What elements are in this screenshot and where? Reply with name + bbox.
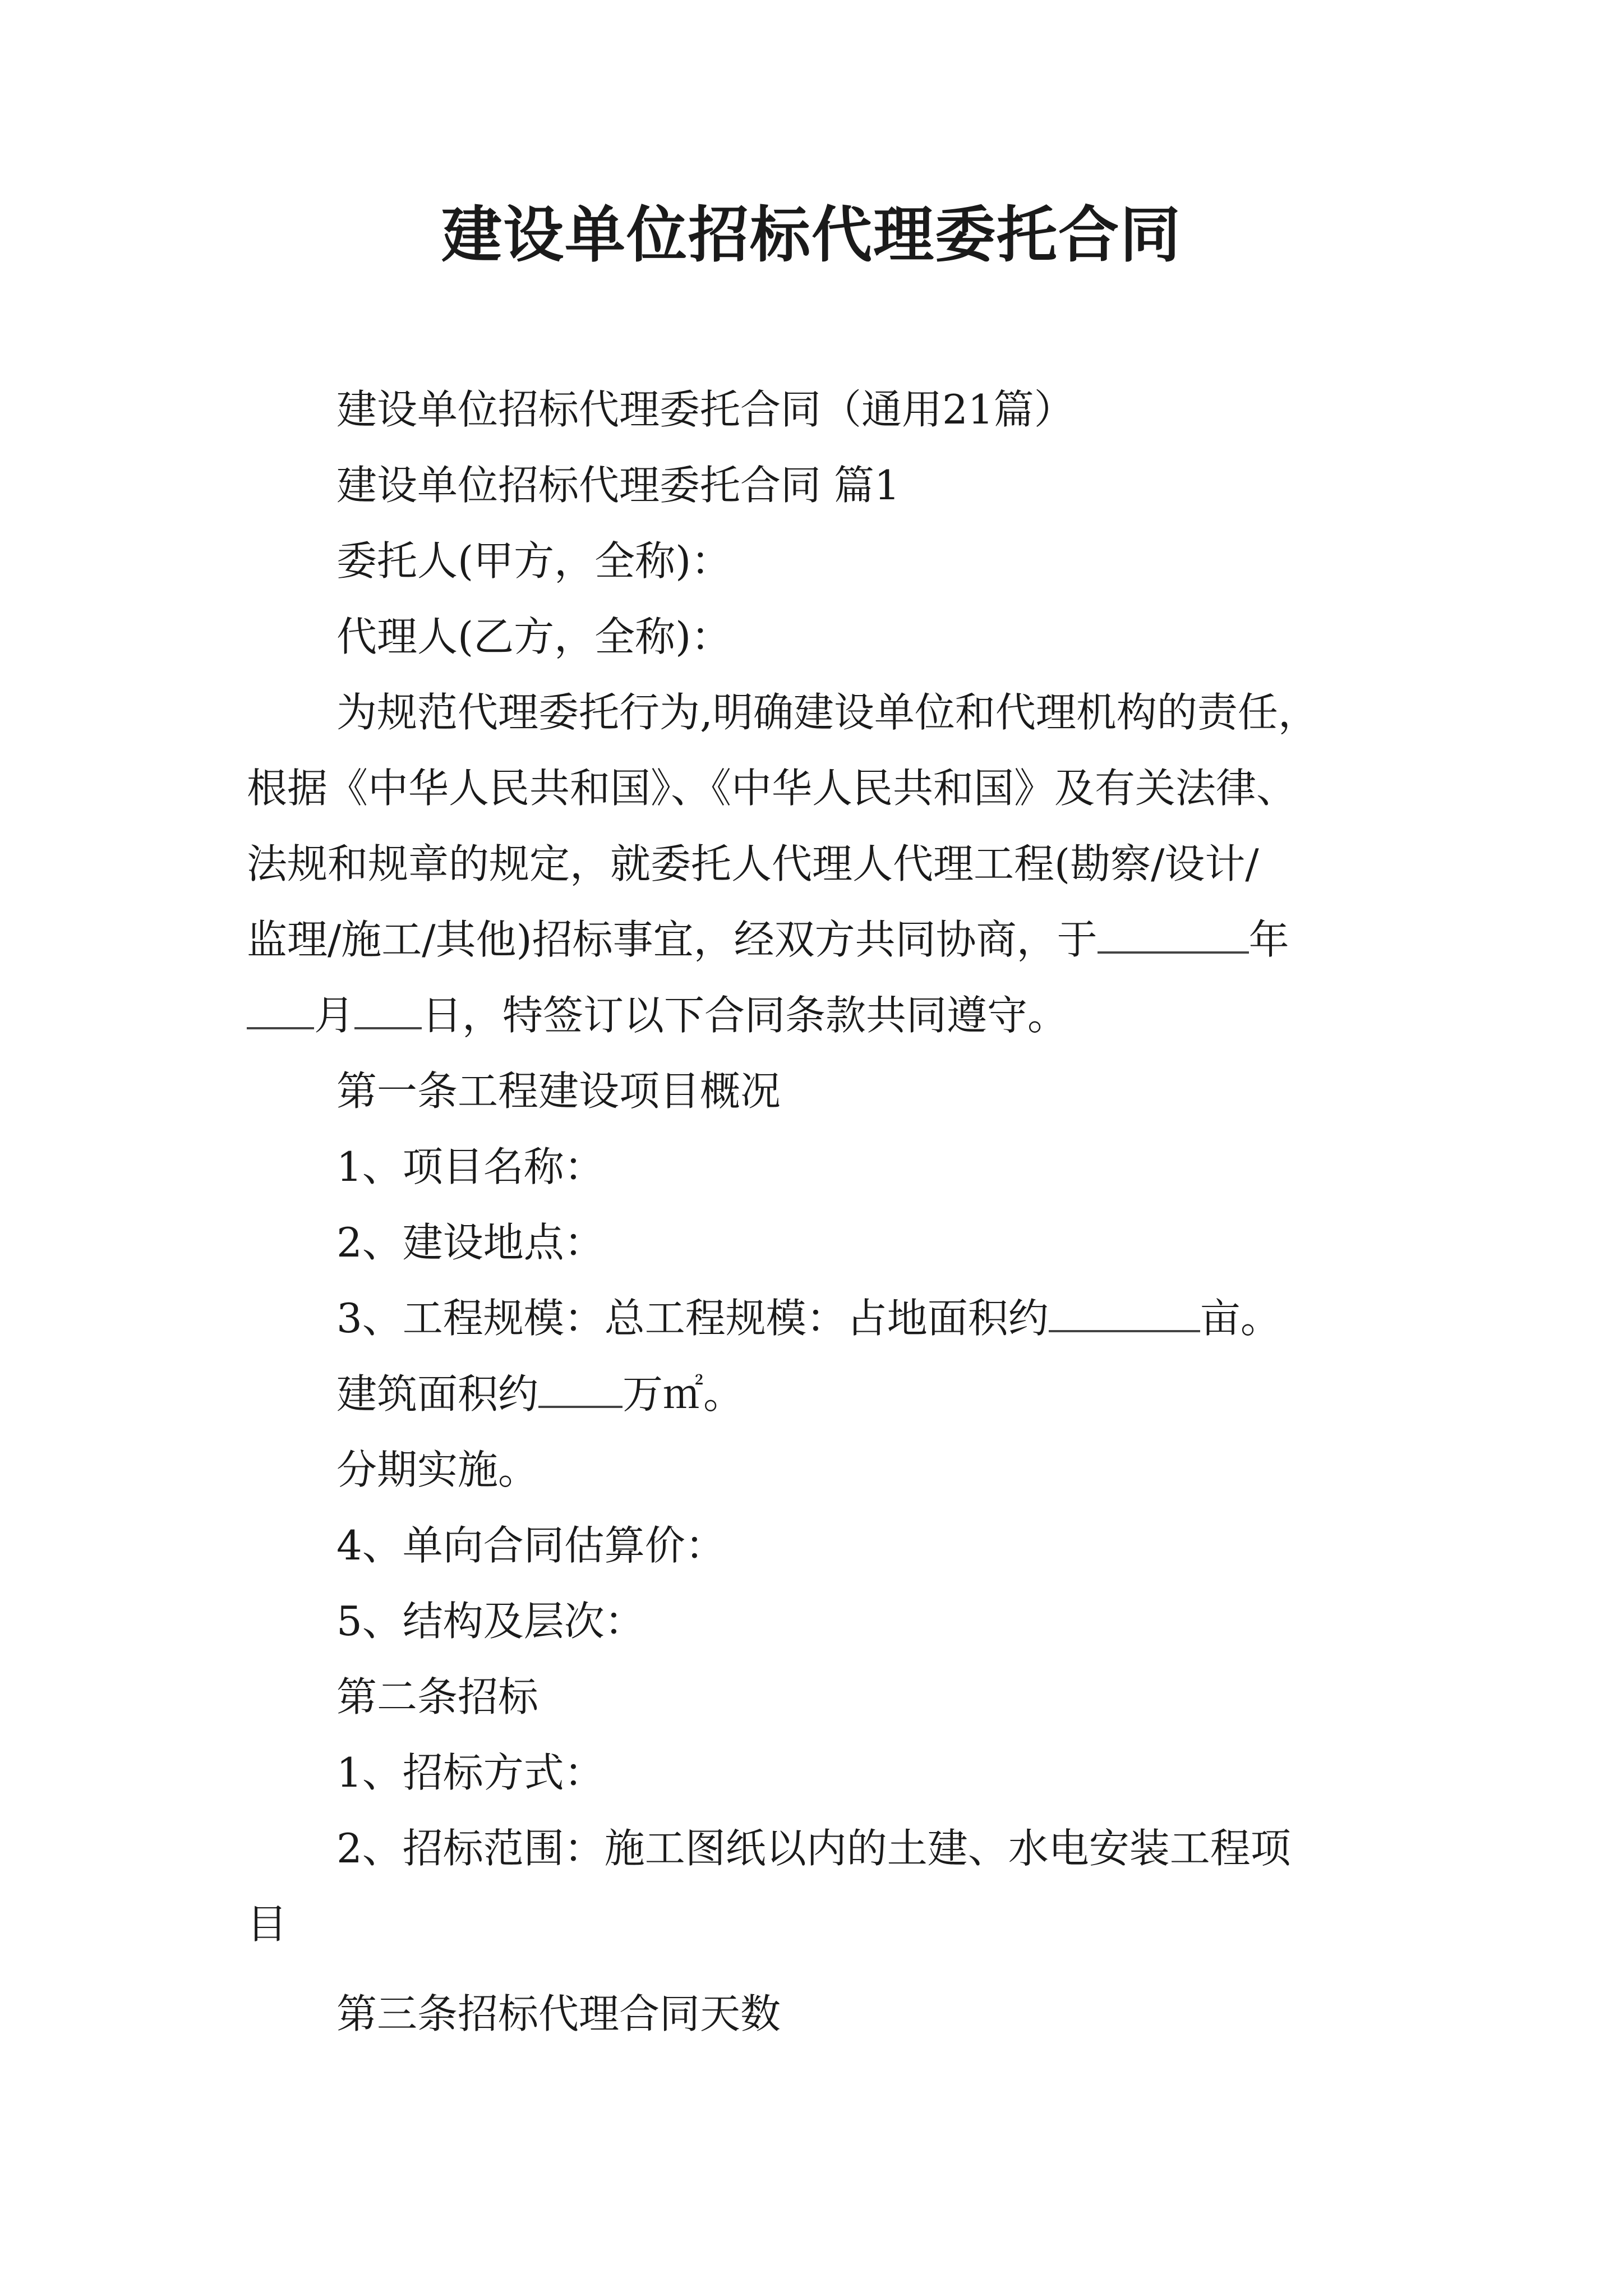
article-heading: 第二条招标 <box>336 1673 539 1720</box>
list-item: 1、招标方式： <box>336 1749 605 1796</box>
list-item: 4、单向合同估算价： <box>336 1522 726 1569</box>
paragraph-line <box>247 987 1068 1043</box>
paragraph-line: 根据《中华人民共和国》、《中华人民共和国》及有关法律、 <box>247 765 1297 812</box>
agent-line: 代理人(乙方，全称)： <box>336 613 732 660</box>
subtitle-line: 建设单位招标代理委托合同（通用21篇） <box>336 386 1075 433</box>
year-blank <box>1098 918 1249 954</box>
building-area-blank <box>538 1372 623 1408</box>
day-blank <box>354 993 422 1029</box>
list-item-continuation: 目 <box>247 1901 288 1948</box>
list-item-text: 万㎡。 <box>623 1370 744 1418</box>
area-blank <box>1049 1296 1200 1332</box>
article-heading: 第一条工程建设项目概况 <box>336 1068 781 1115</box>
list-item: 1、项目名称： <box>336 1143 605 1190</box>
paragraph-text: 月 <box>314 992 355 1039</box>
list-item: 2、建设地点： <box>336 1219 605 1266</box>
list-item: 2、招标范围：施工图纸以内的土建、水电安装工程项 <box>336 1825 1291 1872</box>
list-item-text: 建筑面积约 <box>336 1370 539 1418</box>
principal-line: 委托人(甲方，全称)： <box>336 537 732 585</box>
article-heading: 第三条招标代理合同天数 <box>336 1990 781 2037</box>
list-item: 5、结构及层次： <box>336 1598 645 1645</box>
document-title: 建设单位招标代理委托合同 <box>441 200 1182 270</box>
list-item-text: 3、工程规模：总工程规模：占地面积约 <box>336 1295 1049 1342</box>
section-heading: 建设单位招标代理委托合同 篇1 <box>336 462 900 509</box>
paragraph-line: 为规范代理委托行为,明确建设单位和代理机构的责任， <box>336 689 1318 736</box>
list-item <box>336 1366 744 1422</box>
month-blank <box>247 993 314 1029</box>
paragraph-line <box>247 912 1289 968</box>
paragraph-text: 监理/施工/其他)招标事宜，经双方共同协商，于 <box>247 916 1098 963</box>
paragraph-text: 日，特签订以下合同条款共同遵守。 <box>422 992 1068 1039</box>
list-item <box>336 1290 1281 1346</box>
list-item: 分期实施。 <box>336 1446 539 1493</box>
paragraph-line: 法规和规章的规定，就委托人代理人代理工程(勘察/设计/ <box>247 840 1259 887</box>
list-item-text: 亩。 <box>1200 1295 1281 1342</box>
paragraph-text: 年 <box>1248 916 1289 963</box>
